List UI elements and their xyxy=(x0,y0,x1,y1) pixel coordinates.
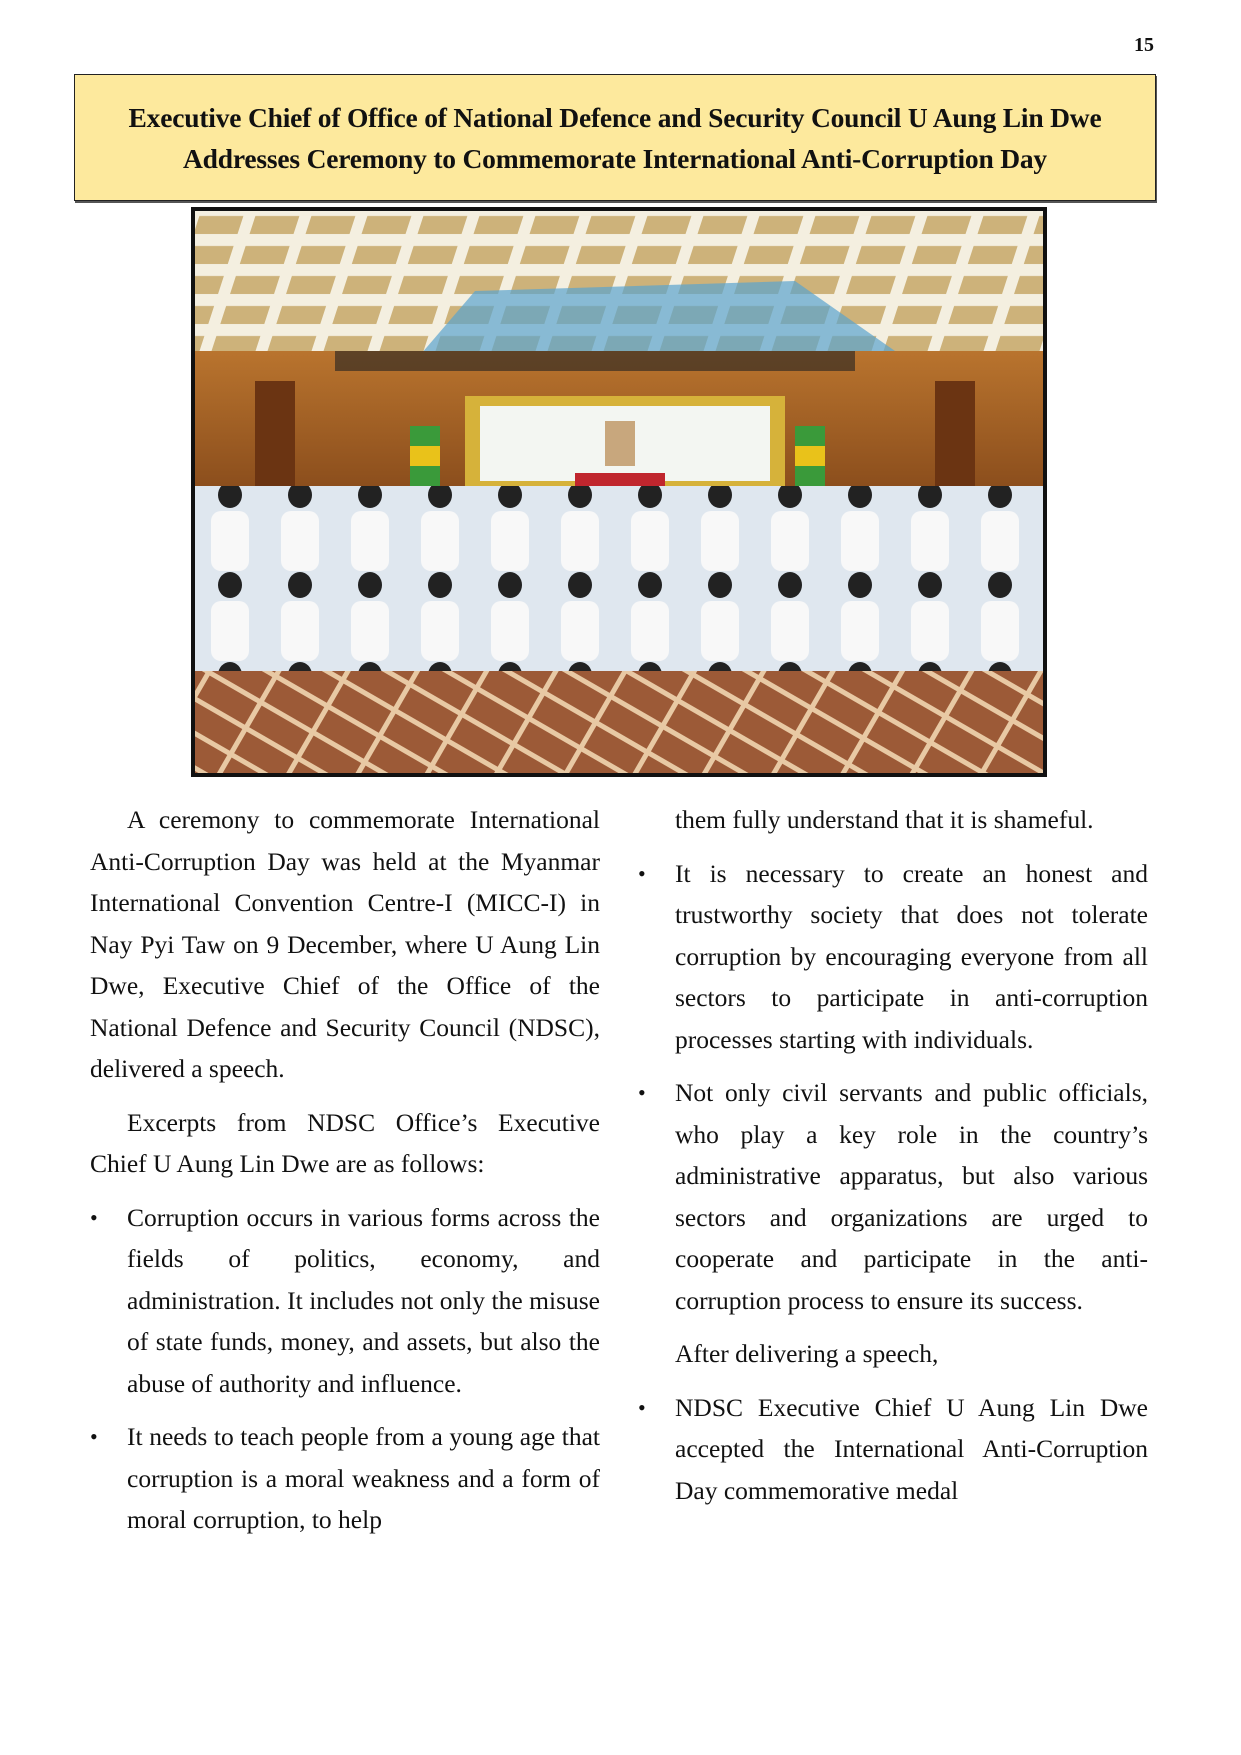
bullet-text: NDSC Executive Chief U Aung Lin Dwe accepted the International Anti-Corruption Day commemorative medal xyxy=(675,1392,1148,1505)
article-title: Executive Chief of Office of National Defence and Security Council U Aung Lin Dwe Addresses Ceremony to Commemorate International Anti-Corruption Day xyxy=(128,101,1102,174)
ceremony-hall-image xyxy=(195,211,1043,773)
bullet-icon: • xyxy=(90,1204,98,1230)
bullet-continuation: them fully understand that it is shameful. xyxy=(675,805,1094,834)
bullet-text: It needs to teach people from a young age that corruption is a moral weakness and a form of moral corruption, to help xyxy=(127,1422,600,1534)
page-number: 15 xyxy=(1134,34,1154,56)
bullet-text: Not only civil servants and public officials, who play a key role in the country’s administrative apparatus, but also various sectors and organizations are urged to cooperate and participate in the anti-corruption process to ensure its success. xyxy=(675,1078,1148,1315)
bullet-icon: • xyxy=(638,1394,646,1420)
left-column xyxy=(90,799,600,1553)
article-title-box xyxy=(74,74,1156,201)
bullet-item xyxy=(90,1416,600,1541)
bullet-item xyxy=(638,1387,1148,1512)
bullet-item xyxy=(638,853,1148,1061)
ceremony-photo xyxy=(191,207,1047,777)
bullet-item xyxy=(90,1197,600,1405)
bullet-icon: • xyxy=(638,860,646,886)
bullet-icon: • xyxy=(90,1424,98,1449)
bullet-item xyxy=(638,1072,1148,1321)
excerpts-paragraph: Excerpts from NDSC Office’s Executive Chief U Aung Lin Dwe are as follows: xyxy=(90,1107,600,1178)
bullet-icon: • xyxy=(638,1080,646,1105)
after-speech-text: After delivering a speech, xyxy=(675,1339,939,1368)
right-column xyxy=(638,799,1148,1523)
bullet-text: It is necessary to create an honest and trustworthy society that does not tolerate corruption by encouraging everyone from all sectors to participate in anti-corruption processes starting with individuals. xyxy=(675,858,1148,1054)
intro-paragraph: A ceremony to commemorate International Anti-Corruption Day was held at the Myanmar International Convention Centre-I (MICC-I) in Nay Pyi Taw on 9 December, where U Aung Lin Dwe, Executive Chief of the Office of the National Defence and Security Council (NDSC), delivered a speech. xyxy=(90,805,600,1083)
bullet-text: Corruption occurs in various forms across the fields of politics, economy, and administration. It includes not only the misuse of state funds, money, and assets, but also the abuse of authority and influence. xyxy=(127,1202,600,1398)
